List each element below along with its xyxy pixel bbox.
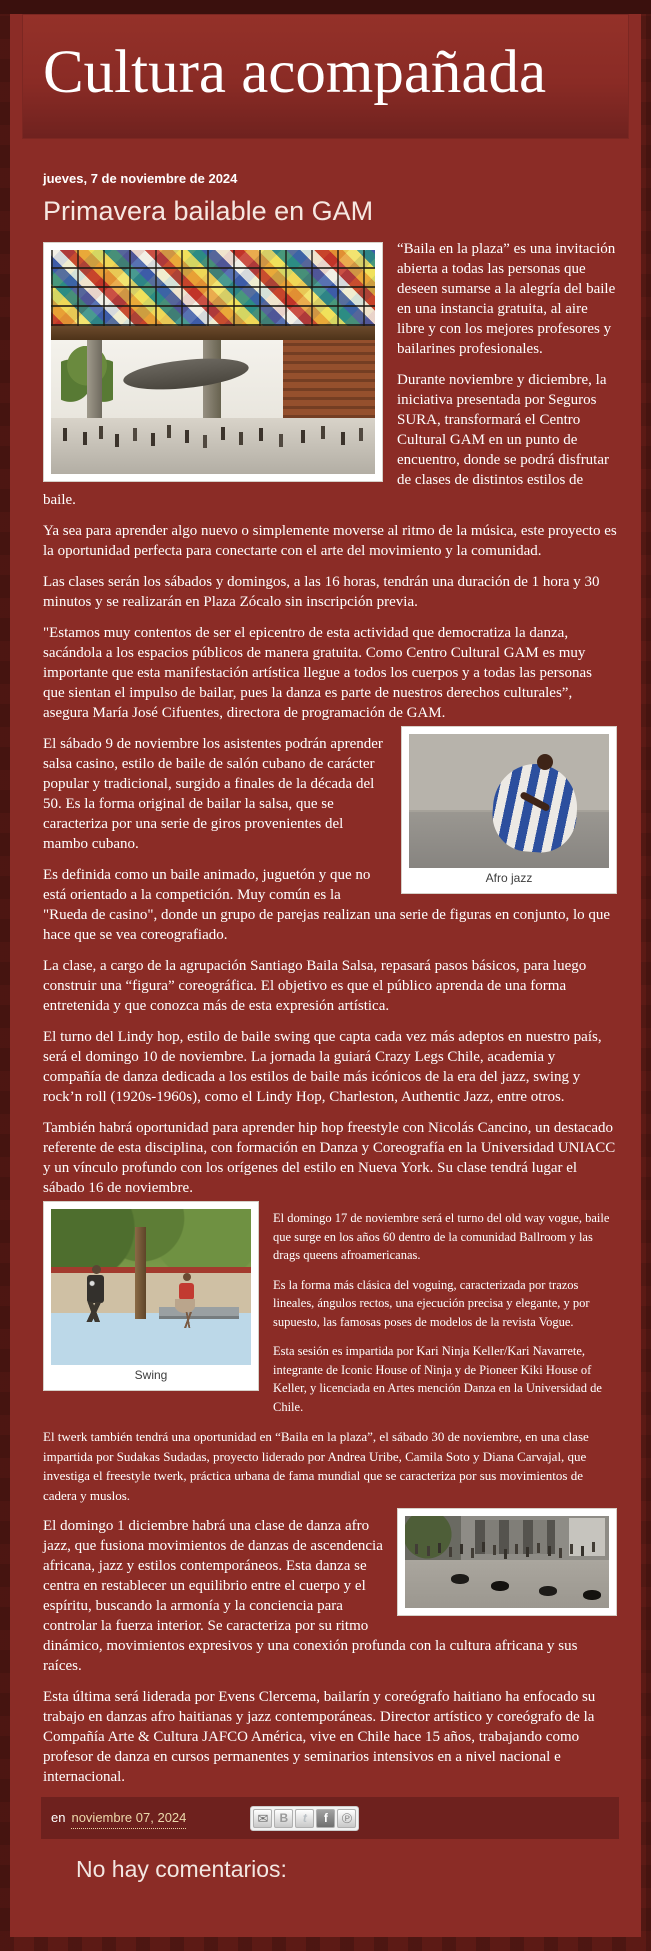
female-dancer-head (183, 1273, 191, 1281)
plaza-class-photo-image (405, 1516, 609, 1608)
brick-ground (51, 1319, 251, 1365)
dancing-crowd (63, 428, 67, 441)
post-paragraph: También habrá oportunidad para aprender hip hop freestyle con Nicolás Cancino, un destacado referente de esta disciplina, con formación en Danza y Coreografía en la Universidad UNIACC y un vínculo profundo con los orígenes del estilo en Nueva York. Su clase tendrá lugar el sábado 16 de noviembre. (43, 1120, 616, 1197)
striped-dancer (490, 761, 580, 855)
plaza-class-photo[interactable] (397, 1508, 617, 1616)
photo-caption: Afro jazz (485, 871, 533, 886)
canopy-beam (51, 326, 375, 340)
dancer-head (537, 754, 553, 770)
male-dancer-torso (87, 1275, 104, 1303)
post-body (10, 239, 641, 1883)
stained-glass-canopy (51, 250, 375, 326)
post-paragraph: El domingo 17 de noviembre será el turno del old way vogue, baile que surge en los años 60 dentro de la comunidad Ballroom y las drags queens afroamericanas. (273, 1211, 610, 1263)
female-dancer-torso (179, 1283, 194, 1300)
dancing-crowd (415, 1544, 418, 1554)
female-dancer-skirt (175, 1299, 195, 1313)
post-paragraph: Esta última será liderada por Evens Clercema, bailarín y coreógrafo haitiano ha enfocado su trabajo en danzas afro haitianas y jazz contemporáneas. Director artístico y coreógrafo de la Compañía Arte & Cultura JAFCO América, vive en Chile hace 15 años, trabajando como profesor de danza en cursos permanentes y seminarios intensivos en a nivel nacional e internacional. (43, 1689, 596, 1786)
afro-jazz-photo-image (409, 734, 609, 868)
comments-heading: No hay comentarios: (76, 1856, 287, 1883)
post-paragraph: El turno del Lindy hop, estilo de baile swing que capta cada vez más adeptos en nuestro país, será el domingo 10 de noviembre. La jornada la guiará Crazy Legs Chile, academia y compañía de danza dedicada a los estilos de baile más icónicos de la era del jazz, swing y rock’n roll (1920s-1960s), como el Lindy Hop, Charleston, Authentic Jazz, entre otros. (43, 1029, 602, 1106)
palm-trunk (135, 1227, 146, 1319)
gam-plaza-photo[interactable] (43, 242, 383, 482)
content-column (10, 14, 641, 1937)
email-icon[interactable]: ✉ (253, 1809, 272, 1828)
male-dancer-head (92, 1265, 101, 1274)
pinterest-icon[interactable]: ℗ (337, 1809, 356, 1828)
post-date-header: jueves, 7 de noviembre de 2024 (43, 171, 238, 186)
twitter-icon[interactable]: t (295, 1809, 314, 1828)
post-paragraph: “Baila en la plaza” es una invitación abierta a todas las personas que deseen sumarse a la alegría del baile en una instancia gratuita, al aire libre y con los mejores profesores y bailarines profesionales. (397, 241, 616, 358)
afro-jazz-photo[interactable] (401, 726, 617, 894)
timestamp-link[interactable]: noviembre 07, 2024 (71, 1808, 186, 1829)
tree (405, 1516, 461, 1562)
male-dancer-legs (79, 1302, 109, 1322)
blog-page (0, 14, 651, 1951)
post-paragraph: La clase, a cargo de la agrupación Santiago Baila Salsa, repasará pasos básicos, para luego construir una “figura” coreográfica. El objetivo es que el público aprenda de una forma entretenida y que conozca más de esta expresión artística. (43, 958, 587, 1015)
pillar (87, 340, 102, 418)
post-paragraph: Durante noviembre y diciembre, la iniciativa presentada por Seguros SURA, transformará el Centro Cultural GAM en un punto de encuentro, donde se podrá disfrutar de clases de distintos estilos de baile. (43, 372, 610, 509)
post-paragraph: El twerk también tendrá una oportunidad en “Baila en la plaza”, el sábado 30 de noviembre, en una clase impartida por Sudakas Sudadas, proyecto liderado por Andrea Uribe, Camila Soto y Diana Carvajal, que investiga el freestyle twerk, práctica urbana de fama mundial que se caracteriza por sus movimientos de cadera y muslos. (43, 1429, 589, 1503)
post-paragraph: Las clases serán los sábados y domingos, a las 16 horas, tendrán una duración de 1 hora y 30 minutos y se realizarán en Plaza Zócalo sin inscripción previa. (43, 574, 600, 611)
swing-photo[interactable] (43, 1201, 259, 1391)
post-paragraph: Es definida como un baile animado, juguetón y que no está orientado a la competición. Muy común es la "Rueda de casino", donde un grupo de parejas realizan una serie de figuras en conjunto, lo que hace que se vea coreografiado. (43, 867, 611, 944)
blog-header (22, 14, 629, 139)
building-windows (475, 1520, 555, 1554)
post-paragraph: El sábado 9 de noviembre los asistentes podrán aprender salsa casino, estilo de baile de salón cubano de carácter popular y tradicional, surgido a finales de la década del 50. Es la forma original de bailar la salsa, que se caracteriza por una serie de giros provenientes del mambo cubano. (43, 736, 383, 853)
post-paragraph: Esta sesión es impartida por Kari Ninja Keller/Kari Navarrete, integrante de Iconic House of Ninja y de Pioneer Kiki House of Keller, y licenciada en Artes mención Danza en la Universidad de Chile. (273, 1344, 602, 1414)
byline-prefix: en (51, 1810, 66, 1826)
plaza-floor (51, 418, 375, 474)
post-paragraph: Ya sea para aprender algo nuevo o simplemente moverse al ritmo de la música, este proyecto es la oportunidad perfecta para conectarte con el arte del movimiento y la comunidad. (43, 523, 617, 560)
post-paragraph: "Estamos muy contentos de ser el epicentro de esta actividad que democratiza la danza, sacándola a los espacios públicos de manera gratuita. Como Centro Cultural GAM es muy importante que esta manifestación artística llegue a todos los cuerpos y a todas las personas que sientan el impulso de bailar, pues la danza es parte de nuestros derechos culturales”, asegura María José Cifuentes, directora de programación de GAM. (43, 625, 593, 722)
pavement (405, 1560, 609, 1608)
post-footer-bar (41, 1797, 619, 1839)
post-title: Primavera bailable en GAM (43, 196, 374, 226)
swing-photo-image (51, 1209, 251, 1365)
post-paragraph: El domingo 1 diciembre habrá una clase de danza afro jazz, que fusiona movimientos de danzas de ascendencia africana, jazz y estilos contemporáneos. Esta danza se centra en restablecer un equilibrio entre el cuerpo y el espíritu, buscando la armonía y la conciencia para controlar la fuerza interior. Se caracteriza por su ritmo dinámico, movimientos expresivos y una conexión profunda con la cultura africana y sus raíces. (43, 1518, 578, 1675)
backpacks-on-ground (451, 1574, 469, 1584)
post-paragraph: Es la forma más clásica del voguing, caracterizada por trazos lineales, ángulos rectos, una ejecución precisa y elegante, y por supuesto, las famosas poses de modelos de la revista Vogue. (273, 1277, 590, 1329)
blogthis-icon[interactable]: B (274, 1809, 293, 1828)
female-dancer-legs (181, 1312, 195, 1328)
share-buttons (250, 1806, 359, 1831)
park-bench (159, 1307, 239, 1319)
facebook-icon[interactable]: f (316, 1809, 335, 1828)
blog-title-link[interactable]: Cultura acompañada (43, 39, 547, 106)
rust-wall (283, 340, 375, 418)
light-panel (569, 1518, 605, 1556)
photo-caption: Swing (134, 1368, 168, 1383)
tree-foliage (51, 1209, 251, 1271)
gam-plaza-photo-image (51, 250, 375, 474)
